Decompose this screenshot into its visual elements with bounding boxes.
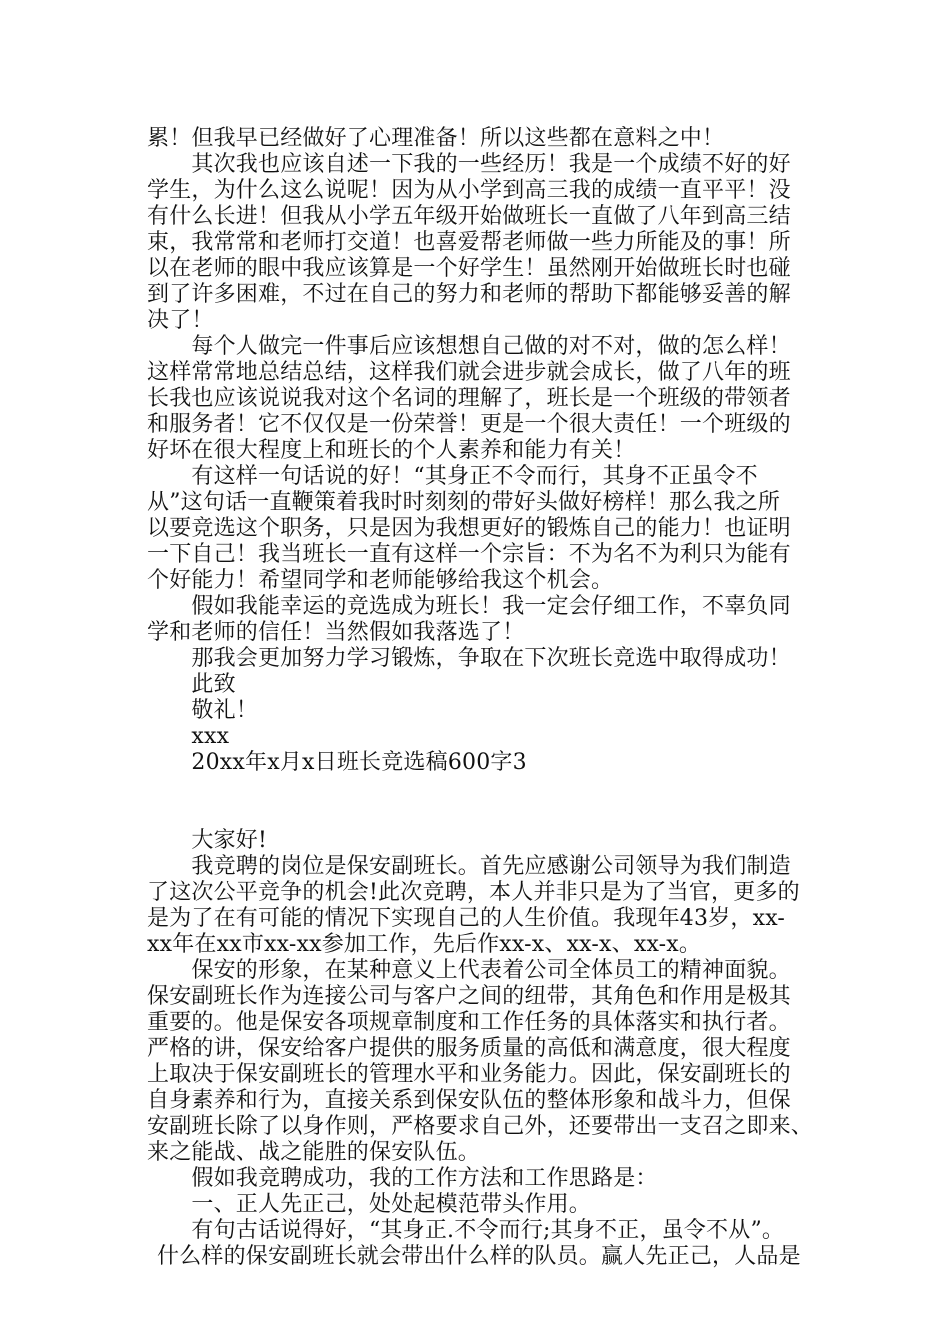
text-line: xxx (147, 724, 230, 749)
text-line: 什么样的保安副班长就会带出什么样的队员。赢人先正己，人品是 (157, 1244, 801, 1269)
text-line: 每个人做完一件事后应该想想自己做的对不对，做的怎么样！ (147, 334, 791, 359)
text-line: 有句古话说得好，“其身正.不令而行;其身不正，虽令不从”。 (147, 1218, 785, 1243)
text-line: 这样常常地总结总结，这样我们就会进步就会成长，做了八年的班 (147, 360, 791, 385)
text-line: xx年在xx市xx-xx参加工作，先后作xx-x、xx-x、xx-x。 (147, 932, 702, 957)
text-line: 保安副班长作为连接公司与客户之间的纽带，其角色和作用是极其 (147, 984, 791, 1009)
text-line: 了这次公平竞争的机会!此次竞聘，本人并非只是为了当官，更多的 (147, 880, 800, 905)
text-line: 来之能战、战之能胜的保安队伍。 (147, 1140, 481, 1165)
text-line: 累！但我早已经做好了心理准备！所以这些都在意料之中！ (147, 126, 725, 151)
text-line: 假如我能幸运的竞选成为班长！我一定会仔细工作，不辜负同 (147, 594, 791, 619)
text-line: 长我也应该说说我对这个名词的理解了，班长是一个班级的带领者 (147, 386, 791, 411)
text-line: 和服务者！它不仅仅是一份荣誉！更是一个很大责任！一个班级的 (147, 412, 791, 437)
text-line: 安副班长除了以身作则，严格要求自己外，还要带出一支召之即来、 (147, 1114, 814, 1139)
text-line: 个好能力！希望同学和老师能够给我这个机会。 (147, 568, 614, 593)
text-line: 是为了在有可能的情况下实现自己的人生价值。我现年43岁，xx- (147, 906, 786, 931)
text-line: 严格的讲，保安给客户提供的服务质量的高低和满意度，很大程度 (147, 1036, 791, 1061)
text-line: 好坏在很大程度上和班长的个人素养和能力有关！ (147, 438, 636, 463)
text-line: 大家好! (147, 828, 268, 853)
text-line: 束，我常常和老师打交道！也喜爱帮老师做一些力所能及的事！所 (147, 230, 791, 255)
text-line: 学生，为什么这么说呢！因为从小学到高三我的成绩一直平平！没 (147, 178, 791, 203)
text-line: 决了！ (147, 308, 214, 333)
text-line: 我竞聘的岗位是保安副班长。首先应感谢公司领导为我们制造 (147, 854, 791, 879)
text-line: 有这样一句话说的好！“其身正不令而行，其身不正虽令不 (147, 464, 758, 489)
text-line: 自身素养和行为，直接关系到保安队伍的整体形象和战斗力，但保 (147, 1088, 791, 1113)
text-line: 保安的形象，在某种意义上代表着公司全体员工的精神面貌。 (147, 958, 791, 983)
text-line: 敬礼！ (147, 698, 259, 723)
text-line: 以要竞选这个职务，只是因为我想更好的锻炼自己的能力！也证明 (147, 516, 791, 541)
text-line: 到了许多困难，不过在自己的努力和老师的帮助下都能够妥善的解 (147, 282, 791, 307)
text-line: 一下自己！我当班长一直有这样一个宗旨：不为名不为利只为能有 (147, 542, 791, 567)
text-line: 那我会更加努力学习锻炼，争取在下次班长竞选中取得成功！ (147, 646, 791, 671)
text-line: 学和老师的信任！当然假如我落选了！ (147, 620, 525, 645)
text-line: 20xx年x月x日班长竞选稿600字3 (147, 750, 527, 775)
text-line: 从”这句话一直鞭策着我时时刻刻的带好头做好榜样！那么我之所 (147, 490, 781, 515)
text-line: 此致 (147, 672, 236, 697)
text-line: 有什么长进！但我从小学五年级开始做班长一直做了八年到高三结 (147, 204, 791, 229)
text-line: 以在老师的眼中我应该算是一个好学生！虽然刚开始做班长时也碰 (147, 256, 791, 281)
text-line: 上取决于保安副班长的管理水平和业务能力。因此，保安副班长的 (147, 1062, 791, 1087)
text-line: 假如我竞聘成功，我的工作方法和工作思路是： (147, 1166, 658, 1191)
text-line: 重要的。他是保安各项规章制度和工作任务的具体落实和执行者。 (147, 1010, 791, 1035)
text-line: 其次我也应该自述一下我的一些经历！我是一个成绩不好的好 (147, 152, 791, 177)
text-line: 一、正人先正己，处处起模范带头作用。 (147, 1192, 592, 1217)
